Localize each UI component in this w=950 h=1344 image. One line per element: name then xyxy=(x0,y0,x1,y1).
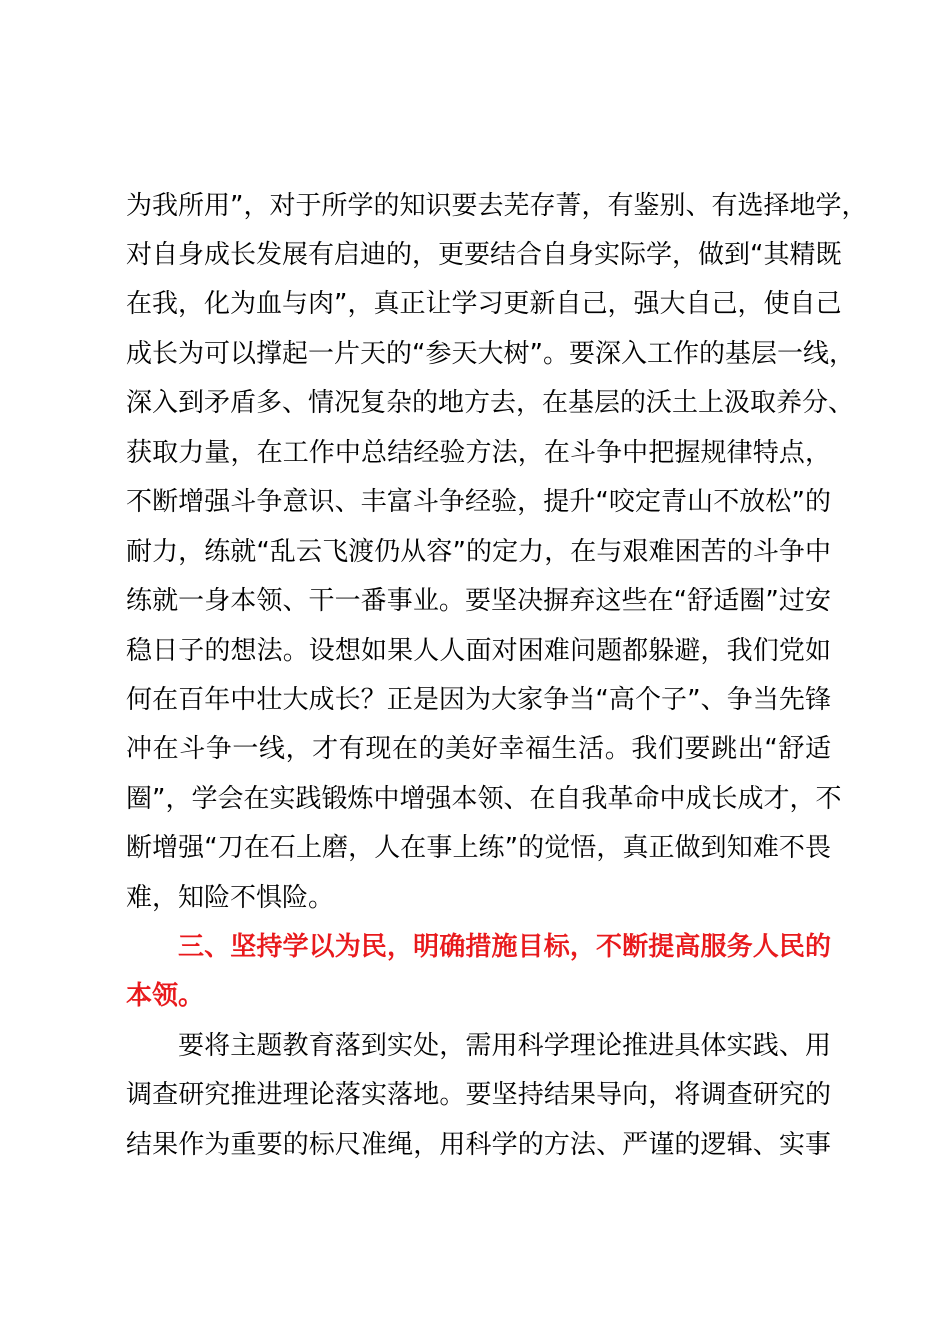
body-text-line: 稳日子的想法。设想如果人人面对困难问题都躲避，我们党如 xyxy=(126,636,831,666)
body-text-line: 练就一身本领、干一番事业。要坚决摒弃这些在“舒适圈”过安 xyxy=(126,586,831,616)
body-text-line: 成长为可以撑起一片天的“参天大树”。要深入工作的基层一线， xyxy=(126,339,855,369)
body-text-line: 结果作为重要的标尺准绳，用科学的方法、严谨的逻辑、实事 xyxy=(126,1130,831,1160)
body-text-line: 何在百年中壮大成长？正是因为大家争当“高个子”、争当先锋 xyxy=(126,685,831,715)
body-text-line: 获取力量，在工作中总结经验方法，在斗争中把握规律特点， xyxy=(126,438,831,468)
body-text-line: 要将主题教育落到实处，需用科学理论推进具体实践、用 xyxy=(178,1031,831,1061)
body-text-line: 不断增强斗争意识、丰富斗争经验，提升“咬定青山不放松”的 xyxy=(126,487,831,517)
body-text-line: 对自身成长发展有启迪的，更要结合自身实际学，做到“其精既 xyxy=(126,240,842,270)
body-text-line: 调查研究推进理论落实落地。要坚持结果导向，将调查研究的 xyxy=(126,1080,831,1110)
body-text-line: 耐力，练就“乱云飞渡仍从容”的定力，在与艰难困苦的斗争中 xyxy=(126,537,831,567)
body-text-line: 深入到矛盾多、情况复杂的地方去，在基层的沃土上汲取养分、 xyxy=(126,388,855,418)
body-text-line: 冲在斗争一线，才有现在的美好幸福生活。我们要跳出“舒适 xyxy=(126,734,831,764)
body-text-line: 在我，化为血与肉”，真正让学习更新自己，强大自己，使自己 xyxy=(126,289,842,319)
body-text-line: 圈”，学会在实践锻炼中增强本领、在自我革命中成长成才，不 xyxy=(126,784,842,814)
body-text-line: 断增强“刀在石上磨，人在事上练”的觉悟，真正做到知难不畏 xyxy=(126,833,831,863)
section-heading: 三、坚持学以为民，明确措施目标，不断提高服务人民的 xyxy=(178,932,831,962)
body-text-line: 为我所用”，对于所学的知识要去芜存菁，有鉴别、有选择地学， xyxy=(126,191,868,221)
section-heading: 本领。 xyxy=(126,981,205,1011)
body-text-line: 难，知险不惧险。 xyxy=(126,883,335,913)
